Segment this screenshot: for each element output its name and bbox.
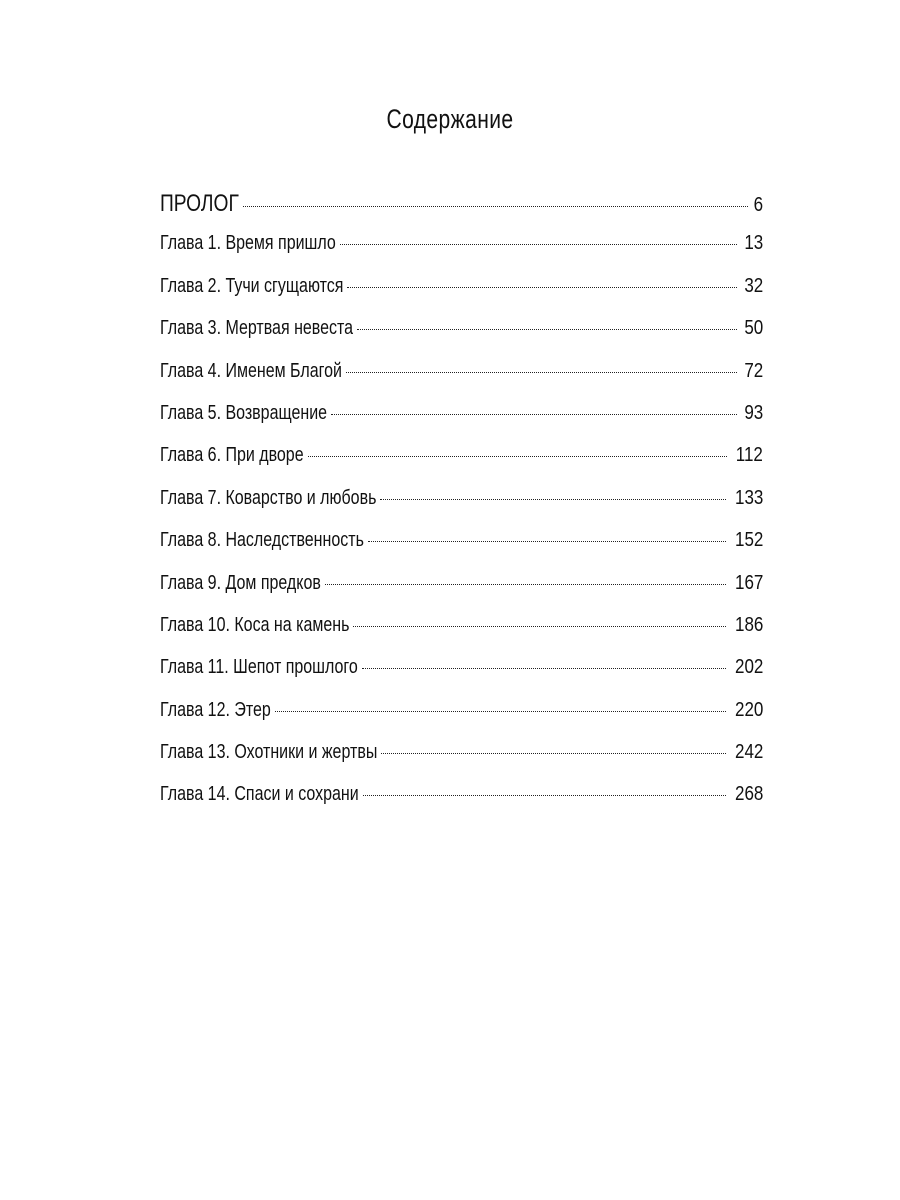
dot-leader	[346, 372, 737, 373]
dot-leader	[362, 668, 726, 669]
toc-entry-page: 167	[734, 571, 763, 594]
toc-entry[interactable]	[160, 699, 763, 741]
dot-leader	[275, 711, 726, 712]
toc-entry[interactable]	[160, 190, 763, 232]
dot-leader	[363, 795, 726, 796]
toc-entry-label: Глава 2. Тучи сгущаются	[160, 274, 344, 297]
toc-entry-page: 6	[753, 194, 763, 216]
toc-entry-label: Глава 5. Возвращение	[160, 401, 328, 424]
dot-leader	[340, 244, 737, 245]
toc-entry[interactable]	[160, 402, 763, 444]
toc-entry[interactable]	[160, 275, 763, 317]
toc-entry[interactable]	[160, 656, 763, 698]
toc-entry-label: Глава 12. Этер	[160, 698, 271, 721]
toc-entry-page: 186	[734, 613, 763, 636]
toc-entry-label: ПРОЛОГ	[160, 190, 239, 217]
toc-entry-label: Глава 3. Мертвая невеста	[160, 317, 354, 340]
toc-entry-page: 242	[734, 741, 763, 764]
toc-entry-page: 133	[734, 486, 763, 509]
toc-entry[interactable]	[160, 572, 763, 614]
toc-entry[interactable]	[160, 614, 763, 656]
toc-entry[interactable]	[160, 741, 763, 783]
toc-entry-page: 202	[734, 656, 763, 679]
dot-leader	[308, 456, 728, 457]
toc-entry[interactable]	[160, 317, 763, 359]
toc-entry-label: Глава 8. Наследственность	[160, 529, 364, 552]
toc-entry-page: 268	[734, 783, 763, 806]
toc-entry[interactable]	[160, 360, 763, 402]
page-title: Содержание	[386, 104, 514, 134]
toc-entry-label: Глава 7. Коварство и любовь	[160, 486, 377, 509]
toc-entry[interactable]	[160, 444, 763, 486]
dot-leader	[325, 584, 726, 585]
toc-entry[interactable]	[160, 232, 763, 274]
dot-leader	[353, 626, 725, 627]
toc-entry-page: 50	[744, 317, 763, 340]
toc-entry-page: 13	[744, 232, 763, 255]
toc-entry-page: 72	[744, 359, 763, 382]
toc-entry-page: 32	[744, 274, 763, 297]
toc-entry-page: 112	[735, 444, 763, 467]
dot-leader	[347, 287, 736, 288]
toc-entry-page: 152	[734, 529, 763, 552]
dot-leader	[243, 206, 748, 207]
toc-entry-label: Глава 11. Шепот прошлого	[160, 656, 358, 679]
toc-entry-label: Глава 10. Коса на камень	[160, 613, 350, 636]
toc-entry-label: Глава 13. Охотники и жертвы	[160, 741, 378, 764]
toc-entry-label: Глава 6. При дворе	[160, 444, 304, 467]
dot-leader	[381, 753, 725, 754]
toc-entry[interactable]	[160, 529, 763, 571]
toc-entry-page: 93	[744, 401, 763, 424]
toc-entry[interactable]	[160, 487, 763, 529]
dot-leader	[357, 329, 737, 330]
toc-entry-label: Глава 4. Именем Благой	[160, 359, 342, 382]
dot-leader	[368, 541, 726, 542]
toc-entry-label: Глава 9. Дом предков	[160, 571, 321, 594]
toc-entry-page: 220	[734, 698, 763, 721]
dot-leader	[380, 499, 725, 500]
toc-entry-label: Глава 14. Спаси и сохрани	[160, 783, 359, 806]
toc-entry-label: Глава 1. Время пришло	[160, 232, 336, 255]
table-of-contents	[160, 190, 763, 826]
toc-entry[interactable]	[160, 783, 763, 825]
dot-leader	[331, 414, 737, 415]
